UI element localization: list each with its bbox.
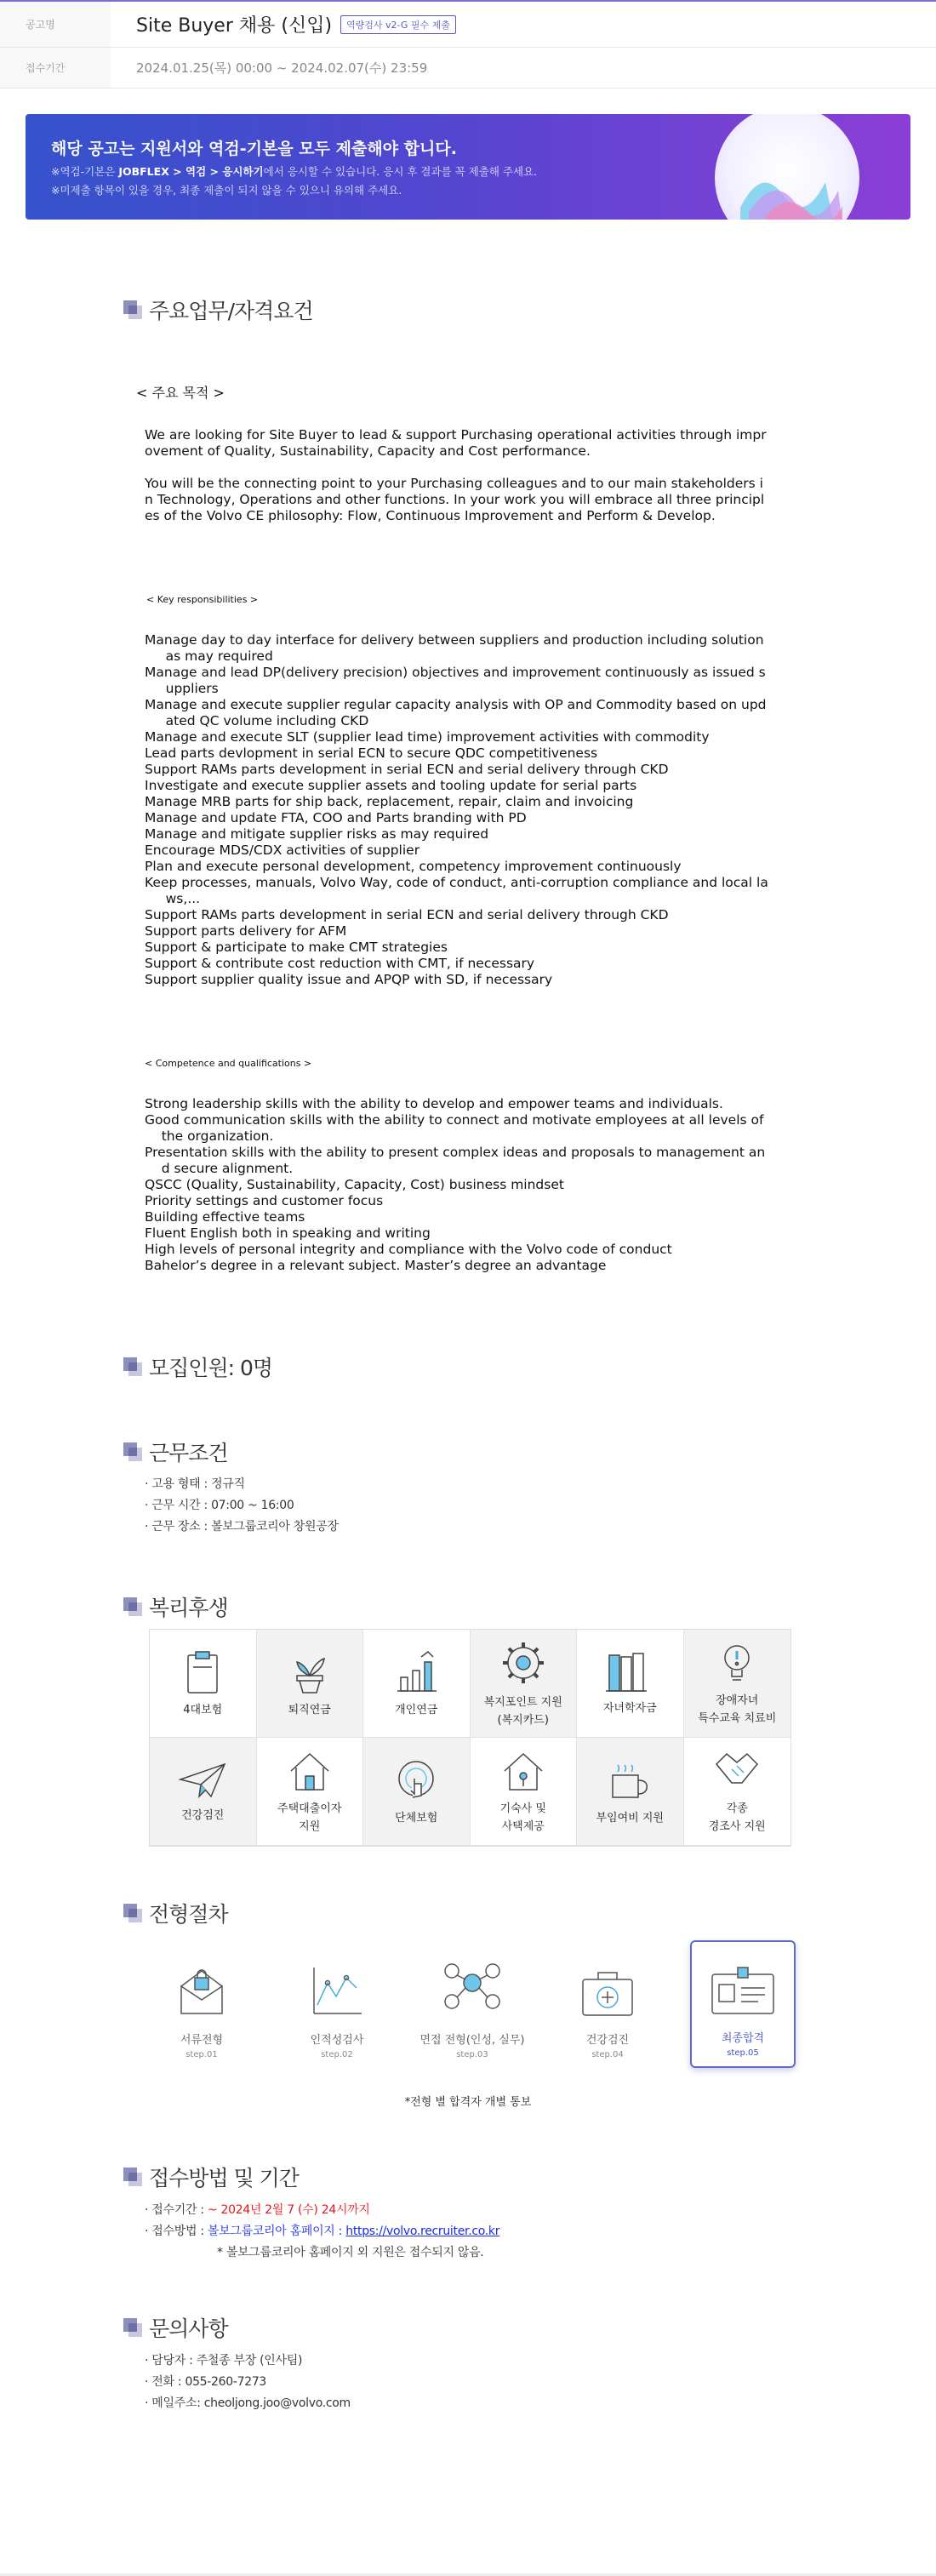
gear-icon <box>498 1637 549 1688</box>
competence-line: Building effective teams <box>145 1209 305 1225</box>
responsibility-line: Manage and execute SLT (supplier lead time) improvement activities with commodity <box>145 729 710 745</box>
competences-title: < Competence and qualifications > <box>145 1058 312 1069</box>
process-step: 건강검진 step.04 <box>555 1940 660 2068</box>
responsibility-line: Support supplier quality issue and APQP with SD, if necessary <box>145 972 553 987</box>
welfare-item: 복지포인트 지원 (복지카드) <box>471 1630 578 1738</box>
house-icon <box>286 1747 334 1795</box>
purpose-paragraph-2 <box>145 476 764 524</box>
competence-line: Good communication skills with the ability to connect and motivate employees at all levels of <box>145 1112 764 1128</box>
purpose-line: ovement of Quality, Sustainability, Capacity and Cost performance. <box>145 443 591 459</box>
condition-item: · 고용 형태 : 정규직 <box>145 1477 245 1491</box>
process-note: *전형 별 합격자 개별 통보 <box>404 2096 532 2109</box>
posting-title-value <box>111 11 456 37</box>
mug-icon <box>606 1756 653 1804</box>
competence-line: QSCC (Quality, Sustainability, Capacity, Cost) business mindset <box>145 1177 564 1192</box>
responsibilities-title: < Key responsibilities > <box>146 594 259 605</box>
competence-line: Priority settings and customer focus <box>145 1193 384 1208</box>
responsibility-line: Investigate and execute supplier assets and tooling update for serial parts <box>145 778 637 793</box>
welfare-item: 기숙사 및 사택제공 <box>471 1738 578 1846</box>
apply-method: · 접수방법 : 볼보그룹코리아 홈페이지 : https://volvo.recruiter.co.kr <box>145 2225 500 2238</box>
competence-line: d secure alignment. <box>145 1161 294 1176</box>
responsibility-line: Plan and execute personal development, competency improvement continuously <box>145 859 682 874</box>
responsibility-line: ws,... <box>145 891 201 906</box>
responsibility-line: Support RAMs parts development in serial ECN and serial delivery through CKD <box>145 907 669 922</box>
paper-plane-icon <box>177 1759 228 1802</box>
purpose-line: You will be the connecting point to your Purchasing colleagues and to our main stakeholders i <box>145 476 763 491</box>
purpose-line: We are looking for Site Buyer to lead & support Purchasing operational activities through impr <box>145 427 767 443</box>
welfare-item: 4대보험 <box>150 1630 257 1738</box>
section-contact-heading: 문의사항 <box>123 2312 228 2343</box>
lightbulb-icon <box>716 1639 758 1687</box>
welfare-item: 건강검진 <box>150 1738 257 1846</box>
contact-list <box>145 2350 351 2414</box>
condition-item: · 근무 장소 : 볼보그룹코리아 창원공장 <box>145 1520 339 1534</box>
responsibility-line: Manage and update FTA, COO and Parts branding with PD <box>145 810 527 825</box>
section-welfare-heading: 복리후생 <box>123 1591 228 1622</box>
contact-email[interactable]: · 메일주소: cheoljong.joo@volvo.com <box>145 2396 351 2410</box>
house-key-icon <box>499 1747 547 1795</box>
section-square-icon <box>123 300 142 319</box>
medical-kit-icon <box>578 1968 637 2019</box>
condition-item: · 근무 시간 : 07:00 ~ 16:00 <box>145 1499 294 1512</box>
responsibility-line: uppliers <box>145 681 219 696</box>
banner-line-2: ※미제출 항목이 있을 경우, 최종 제출이 되지 않을 수 있으니 유의해 주세요. <box>51 184 402 197</box>
section-headcount-heading: 모집인원: 0명 <box>123 1351 272 1382</box>
responsibility-line: Encourage MDS/CDX activities of supplier <box>145 842 420 858</box>
bar-chart-icon <box>392 1648 440 1696</box>
responsibility-line: Manage and lead DP(delivery precision) objectives and improvement continuously as issued s <box>145 665 766 680</box>
contact-phone: · 전화 : 055-260-7273 <box>145 2375 267 2389</box>
application-period-row <box>0 48 936 89</box>
handshake-icon <box>711 1747 762 1795</box>
welfare-item: 장애자녀 특수교육 치료비 <box>684 1630 791 1738</box>
line-chart-icon <box>309 1962 365 2019</box>
section-square-icon <box>123 2318 142 2337</box>
responsibility-line: Manage MRB parts for ship back, replacement, repair, claim and invoicing <box>145 794 634 809</box>
responsibility-line: ated QC volume including CKD <box>145 713 369 728</box>
process-step: 인적성검사 step.02 <box>284 1940 390 2068</box>
section-square-icon <box>123 1357 142 1376</box>
conditions-list <box>145 1474 339 1538</box>
purpose-paragraph-1 <box>145 427 767 460</box>
competence-line: High levels of personal integrity and compliance with the Volvo code of conduct <box>145 1242 672 1257</box>
welfare-item: 부임여비 지원 <box>577 1738 684 1846</box>
welfare-item: 개인연금 <box>363 1630 471 1738</box>
contact-manager: · 담당자 : 주철종 부장 (인사팀) <box>145 2354 303 2368</box>
responsibility-line: Manage day to day interface for delivery between suppliers and production including solution <box>145 632 764 648</box>
apply-list <box>145 2200 499 2264</box>
responsibility-line: Manage and execute supplier regular capacity analysis with OP and Commodity based on upd <box>145 697 767 712</box>
welfare-item: 퇴직연금 <box>257 1630 364 1738</box>
responsibility-line: Support RAMs parts development in serial ECN and serial delivery through CKD <box>145 762 669 777</box>
responsibility-line: Support parts delivery for AFM <box>145 923 347 939</box>
process-step: 면접 전형(인성, 실무) step.03 <box>419 1940 525 2068</box>
application-period-value: 2024.01.25(목) 00:00 ~ 2024.02.07(수) 23:59 <box>136 60 428 76</box>
competence-line: Presentation skills with the ability to present complex ideas and proposals to management an <box>145 1145 766 1160</box>
recruit-site-link[interactable]: https://volvo.recruiter.co.kr <box>345 2225 500 2238</box>
section-square-icon <box>123 2168 142 2186</box>
responsibilities-list <box>145 632 768 988</box>
competences-list <box>145 1096 765 1274</box>
welfare-item: 주택대출이자 지원 <box>257 1738 364 1846</box>
banner-wave-illustration <box>715 114 859 220</box>
people-network-icon <box>438 1957 506 2019</box>
competence-line: Bahelor’s degree in a relevant subject. Master’s degree an advantage <box>145 1258 607 1273</box>
section-square-icon <box>123 1597 142 1616</box>
responsibility-line: as may required <box>145 648 273 664</box>
responsibility-line: Support & contribute cost reduction with CMT, if necessary <box>145 956 535 971</box>
apply-period: · 접수기간 : ~ 2024년 2월 7 (수) 24시까지 <box>145 2203 370 2217</box>
section-square-icon <box>123 1904 142 1922</box>
id-card-icon <box>709 1964 777 2017</box>
section-duties-heading: 주요업무/자격요건 <box>123 294 313 325</box>
posting-title: Site Buyer 채용 (신입) <box>136 15 333 37</box>
section-conditions-heading: 근무조건 <box>123 1437 228 1467</box>
purpose-title: < 주요 목적 > <box>136 385 225 401</box>
posting-title-row <box>0 2 936 48</box>
section-process-heading: 전형절차 <box>123 1898 228 1928</box>
purpose-line: es of the Volvo CE philosophy: Flow, Continuous Improvement and Perform & Develop. <box>145 508 716 523</box>
banner-path: JOBFLEX > 역검 > 응시하기 <box>118 165 264 178</box>
touch-icon <box>392 1756 440 1804</box>
envelope-lock-icon <box>176 1962 227 2019</box>
section-square-icon <box>123 1442 142 1461</box>
responsibility-line: Lead parts devlopment in serial ECN to secure QDC competitiveness <box>145 745 598 761</box>
process-steps <box>149 1940 796 2068</box>
process-step: 서류전형 step.01 <box>149 1940 254 2068</box>
posting-title-label: 공고명 <box>0 2 111 47</box>
welfare-item: 단체보험 <box>363 1738 471 1846</box>
welfare-grid <box>149 1629 791 1847</box>
competence-line: the organization. <box>145 1128 274 1144</box>
responsibility-line: Keep processes, manuals, Volvo Way, code of conduct, anti-corruption compliance and local la <box>145 875 768 890</box>
welfare-item: 자녀학자금 <box>577 1630 684 1738</box>
competence-line: Fluent English both in speaking and writing <box>145 1225 431 1241</box>
welfare-item: 각종 경조사 지원 <box>684 1738 791 1846</box>
notice-banner <box>26 114 910 220</box>
responsibility-line: Manage and mitigate supplier risks as may required <box>145 826 489 842</box>
responsibility-line: Support & participate to make CMT strategies <box>145 940 448 955</box>
apply-note: * 볼보그룹코리아 홈페이지 외 지원은 접수되지 않음. <box>217 2246 484 2259</box>
books-icon <box>604 1650 655 1694</box>
process-step-final: 최종합격 step.05 <box>690 1940 796 2068</box>
application-period-label: 접수기간 <box>0 48 111 88</box>
assessment-badge: 역량검사 v2-G 필수 제출 <box>340 15 456 34</box>
banner-line-1: ※역검-기본은 JOBFLEX > 역검 > 응시하기에서 응시할 수 있습니다. 응시 후 결과를 꼭 제출해 주세요. <box>51 165 538 178</box>
purpose-line: n Technology, Operations and other functions. In your work you will embrace all three principl <box>145 492 765 507</box>
banner-heading: 해당 공고는 지원서와 역검-기본을 모두 제출해야 합니다. <box>51 140 457 158</box>
section-apply-heading: 접수방법 및 기간 <box>123 2162 299 2192</box>
clipboard-icon <box>181 1648 224 1696</box>
plant-pot-icon <box>288 1648 331 1696</box>
competence-line: Strong leadership skills with the ability to develop and empower teams and individuals. <box>145 1096 723 1111</box>
